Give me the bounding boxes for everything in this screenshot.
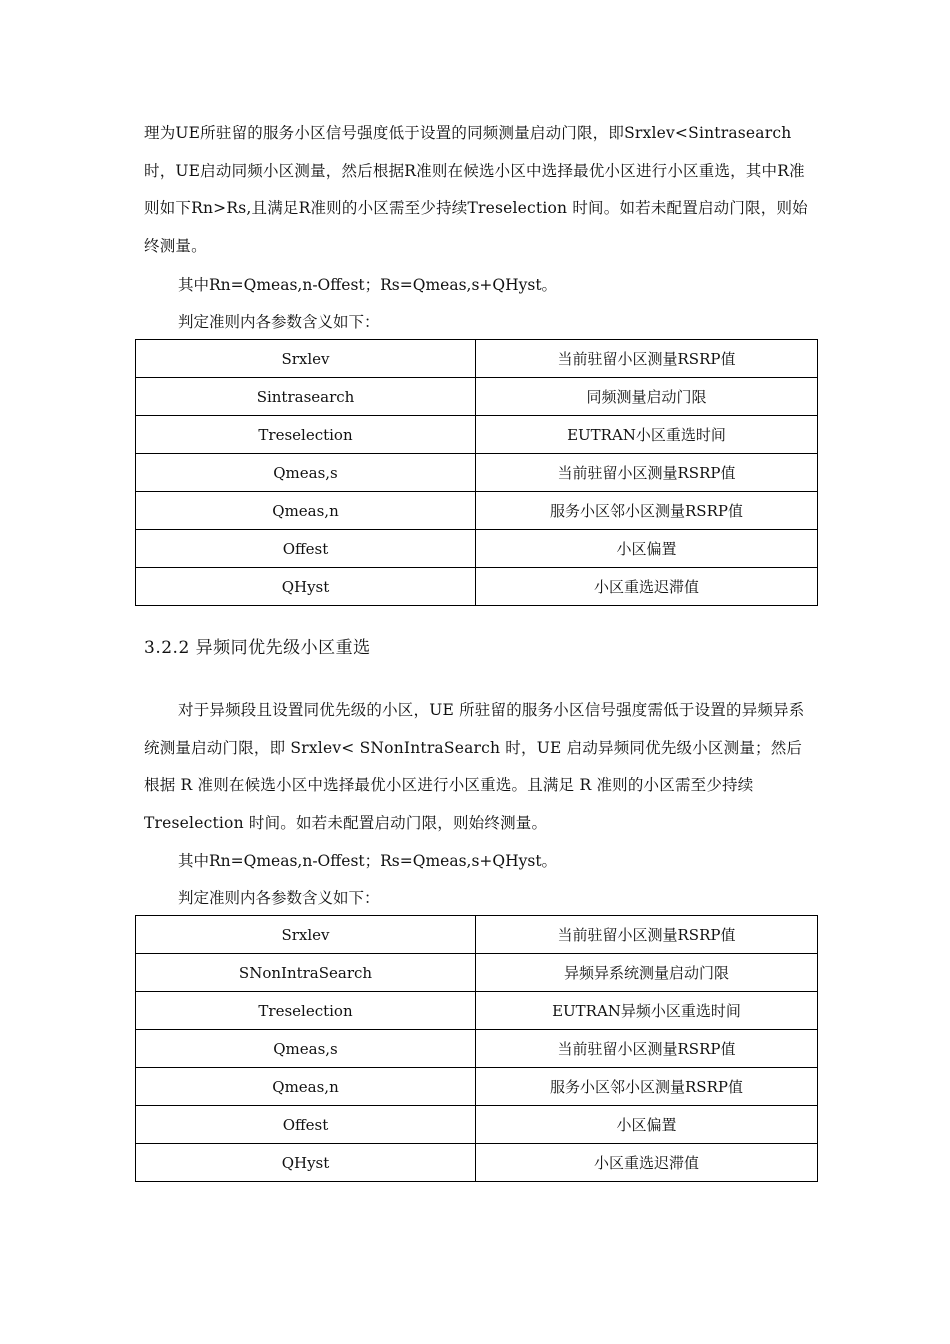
param-meaning-cell: 同频测量启动门限 xyxy=(476,378,818,416)
param-name-cell: Offest xyxy=(136,1106,476,1144)
param-name-cell: Treselection xyxy=(136,992,476,1030)
param-meaning-cell: 当前驻留小区测量RSRP值 xyxy=(476,916,818,954)
param-name-cell: Srxlev xyxy=(136,916,476,954)
param-meaning-cell: EUTRAN小区重选时间 xyxy=(476,416,818,454)
table-row xyxy=(136,530,818,568)
intro-formula: 其中Rn=Qmeas,n-Offest；Rs=Qmeas,s+QHyst。 xyxy=(178,276,558,294)
param-name-cell: QHyst xyxy=(136,1144,476,1182)
table-row xyxy=(136,416,818,454)
param-name-cell: QHyst xyxy=(136,568,476,606)
table-row xyxy=(136,916,818,954)
table-row xyxy=(136,992,818,1030)
param-meaning-cell: 小区偏置 xyxy=(476,1106,818,1144)
table-row xyxy=(136,1106,818,1144)
param-name-cell: Qmeas,s xyxy=(136,1030,476,1068)
section-table-caption: 判定准则内各参数含义如下： xyxy=(178,889,380,907)
param-meaning-cell: 异频异系统测量启动门限 xyxy=(476,954,818,992)
table-row xyxy=(136,1030,818,1068)
intro-paragraph: 理为UE所驻留的服务小区信号强度低于设置的同频测量启动门限，即Srxlev<Sintrasearch时，UE启动同频小区测量，然后根据R准则在候选小区中选择最优小区进行小区重选，其中R准则如下Rn>Rs,且满足R准则的小区需至少持续Treselection 时间。如若未配置启动门限，则始终测量。 xyxy=(144,124,808,255)
param-meaning-cell: 小区重选迟滞值 xyxy=(476,1144,818,1182)
param-meaning-cell: 小区偏置 xyxy=(476,530,818,568)
table-row xyxy=(136,954,818,992)
section-heading: 3.2.2 异频同优先级小区重选 xyxy=(144,638,371,658)
param-name-cell: Srxlev xyxy=(136,340,476,378)
intro-parameter-table xyxy=(135,339,818,606)
table-row xyxy=(136,1144,818,1182)
param-name-cell: SNonIntraSearch xyxy=(136,954,476,992)
param-name-cell: Qmeas,s xyxy=(136,454,476,492)
intro-table-caption: 判定准则内各参数含义如下： xyxy=(178,313,380,331)
param-meaning-cell: 当前驻留小区测量RSRP值 xyxy=(476,1030,818,1068)
table-row xyxy=(136,454,818,492)
param-name-cell: Sintrasearch xyxy=(136,378,476,416)
section-paragraph: 对于异频段且设置同优先级的小区，UE 所驻留的服务小区信号强度需低于设置的异频异系统测量启动门限，即 Srxlev< SNonIntraSearch 时，UE 启动异频同优先级小区测量；然后根据 R 准则在候选小区中选择最优小区进行小区重选。且满足 R 准则的小区需至少持续Treselection 时间。如若未配置启动门限，则始终测量。 xyxy=(144,701,805,832)
param-meaning-cell: 当前驻留小区测量RSRP值 xyxy=(476,454,818,492)
param-name-cell: Treselection xyxy=(136,416,476,454)
param-meaning-cell: 服务小区邻小区测量RSRP值 xyxy=(476,1068,818,1106)
param-name-cell: Offest xyxy=(136,530,476,568)
param-meaning-cell: 服务小区邻小区测量RSRP值 xyxy=(476,492,818,530)
table-row xyxy=(136,378,818,416)
param-meaning-cell: 当前驻留小区测量RSRP值 xyxy=(476,340,818,378)
param-meaning-cell: 小区重选迟滞值 xyxy=(476,568,818,606)
table-row xyxy=(136,568,818,606)
table-row xyxy=(136,1068,818,1106)
param-name-cell: Qmeas,n xyxy=(136,492,476,530)
param-name-cell: Qmeas,n xyxy=(136,1068,476,1106)
table-row xyxy=(136,492,818,530)
section-parameter-table xyxy=(135,915,818,1182)
table-row xyxy=(136,340,818,378)
section-formula: 其中Rn=Qmeas,n-Offest；Rs=Qmeas,s+QHyst。 xyxy=(178,852,558,870)
param-meaning-cell: EUTRAN异频小区重选时间 xyxy=(476,992,818,1030)
